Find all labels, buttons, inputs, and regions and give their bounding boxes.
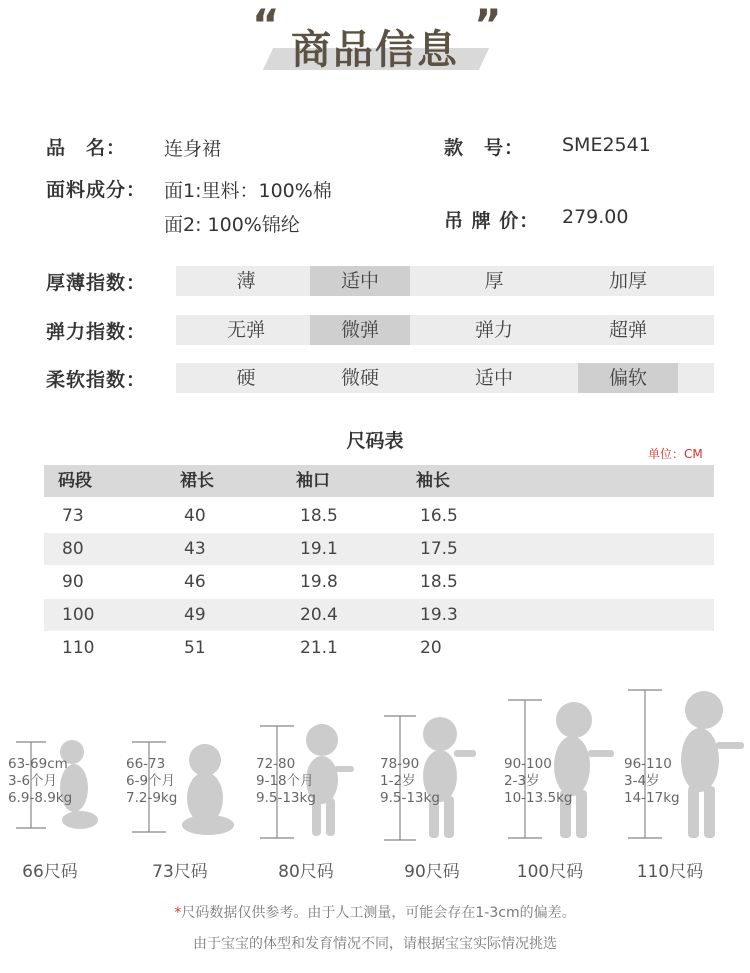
fabric-line-2: 面2: 100%锦纶 (164, 214, 300, 236)
table-header-cell: 码段 (58, 471, 92, 491)
size-spec-height: 90-100 (504, 756, 552, 772)
note-measurement (0, 902, 750, 922)
size-spec (8, 756, 72, 807)
index-label: 厚薄指数： (46, 272, 147, 294)
table-header-cell: 袖长 (416, 471, 450, 491)
table-header-cell: 裙长 (180, 471, 214, 491)
table-cell: 19.1 (300, 539, 338, 559)
note-line-1: 尺码数据仅供参考。由于人工测量，可能会存在1-3cm的偏差。 (181, 905, 576, 921)
size-spec-weight: 14-17kg (624, 790, 680, 806)
table-cell: 46 (184, 572, 206, 592)
note-star: * (174, 905, 182, 921)
index-scale-bar (176, 266, 714, 296)
index-label: 柔软指数： (46, 369, 147, 391)
size-label: 73尺码 (152, 862, 208, 882)
table-row (44, 632, 714, 664)
close-quote-mark: ” (474, 0, 502, 49)
table-cell: 80 (62, 539, 84, 559)
table-cell: 20 (420, 638, 442, 658)
note-selection: 由于宝宝的体型和发育情况不同，请根据宝宝实际情况挑选 (193, 936, 557, 952)
index-option-selected: 微弹 (310, 315, 410, 345)
index-option-selected: 适中 (310, 266, 410, 296)
size-table-title: 尺码表 (346, 430, 404, 452)
table-cell: 110 (62, 638, 95, 658)
size-spec-height: 78-90 (380, 756, 420, 772)
index-option: 厚 (484, 270, 504, 292)
size-spec-weight: 10-13.5kg (504, 790, 573, 806)
index-scale-bar (176, 315, 714, 345)
size-spec-height: 96-110 (624, 756, 672, 772)
size-spec-age: 2-3岁 (504, 773, 540, 789)
table-cell: 18.5 (300, 506, 338, 526)
index-option: 微硬 (340, 367, 379, 389)
size-label: 80尺码 (278, 862, 334, 882)
table-header-cell: 袖口 (296, 471, 330, 491)
table-row (44, 599, 714, 631)
style-label: 款 号： (444, 137, 525, 159)
size-spec-age: 3-6个月 (8, 773, 58, 789)
table-cell: 90 (62, 572, 84, 592)
index-option: 硬 (236, 367, 256, 389)
size-spec (624, 756, 680, 807)
index-scale-bar (176, 363, 714, 393)
size-spec (126, 756, 177, 807)
name-label: 品 名： (46, 137, 127, 159)
table-cell: 19.3 (420, 605, 458, 625)
size-spec-age: 9-18个月 (256, 773, 314, 789)
table-row (44, 566, 714, 598)
table-cell: 19.8 (300, 572, 338, 592)
size-spec (380, 756, 440, 807)
size-spec-height: 63-69cm (8, 756, 68, 772)
table-row (44, 500, 714, 532)
table-cell: 17.5 (420, 539, 458, 559)
size-spec-weight: 6.9-8.9kg (8, 790, 73, 806)
table-row (44, 533, 714, 565)
index-option: 弹力 (474, 319, 513, 341)
index-option: 超弹 (608, 319, 647, 341)
size-spec-age: 3-4岁 (624, 773, 660, 789)
size-table-header (44, 465, 714, 497)
table-cell: 100 (62, 605, 95, 625)
table-cell: 49 (184, 605, 206, 625)
table-cell: 16.5 (420, 506, 458, 526)
size-spec-weight: 9.5-13kg (380, 790, 440, 806)
fabric-label: 面料成分： (46, 179, 147, 201)
unit-label: 单位：CM (648, 447, 703, 461)
index-option: 适中 (474, 367, 513, 389)
table-cell: 18.5 (420, 572, 458, 592)
index-label: 弹力指数： (46, 321, 147, 343)
name-value: 连身裙 (164, 138, 222, 160)
index-option: 无弹 (226, 319, 265, 341)
size-label: 90尺码 (404, 862, 460, 882)
size-spec (504, 756, 573, 807)
table-cell: 20.4 (300, 605, 338, 625)
table-cell: 43 (184, 539, 206, 559)
size-spec-height: 66-73 (126, 756, 166, 772)
style-value: SME2541 (562, 134, 651, 156)
price-value: 279.00 (562, 206, 629, 228)
index-option: 薄 (236, 270, 256, 292)
size-spec-age: 1-2岁 (380, 773, 416, 789)
index-option: 加厚 (608, 270, 647, 292)
size-spec-age: 6-9个月 (126, 773, 176, 789)
table-cell: 73 (62, 506, 84, 526)
size-label: 100尺码 (516, 862, 584, 882)
table-cell: 21.1 (300, 638, 338, 658)
page-title: 商品信息 (291, 27, 459, 73)
price-label: 吊 牌 价： (444, 210, 540, 232)
table-cell: 51 (184, 638, 206, 658)
size-spec (256, 756, 316, 807)
size-spec-height: 72-80 (256, 756, 296, 772)
fabric-line-1: 面1:里料：100%棉 (164, 180, 332, 202)
table-cell: 40 (184, 506, 206, 526)
size-label: 110尺码 (636, 862, 704, 882)
size-spec-weight: 7.2-9kg (126, 790, 178, 806)
open-quote-mark: “ (252, 0, 280, 49)
index-option-selected: 偏软 (578, 363, 678, 393)
size-spec-weight: 9.5-13kg (256, 790, 316, 806)
size-label: 66尺码 (22, 862, 78, 882)
